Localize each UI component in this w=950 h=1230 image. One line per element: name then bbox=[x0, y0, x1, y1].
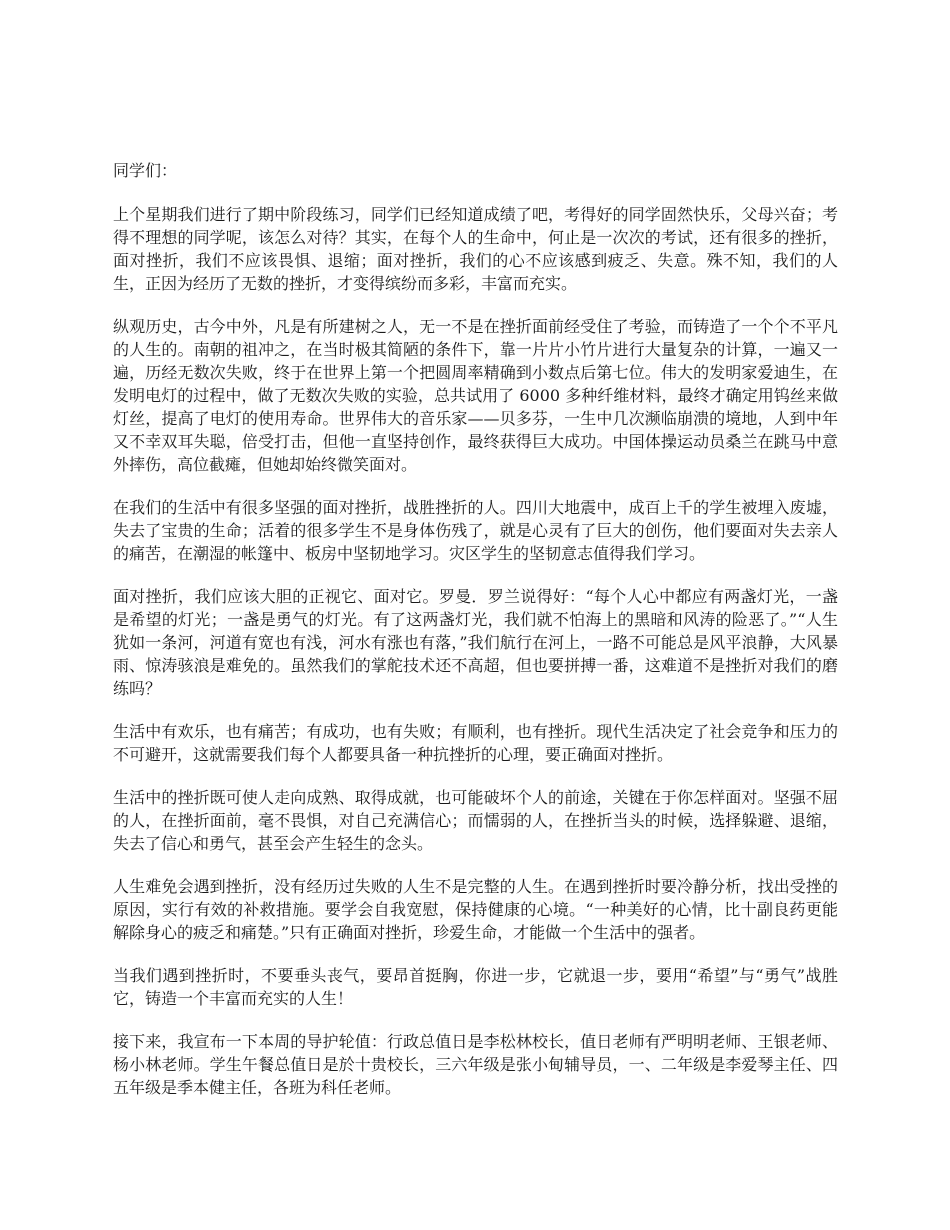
paragraph-coping: 人生难免会遇到挫折，没有经历过失败的人生不是完整的人生。在遇到挫折时要冷静分析，找出受挫的原因，实行有效的补救措施。要学会自我宽慰，保持健康的心境。“一种美好的心情，比十副良药更能解除身心的疲乏和痛楚。”只有正确面对挫折，珍爱生命，才能做一个生活中的强者。 bbox=[113, 877, 838, 942]
paragraph-exam-and-setbacks: 上个星期我们进行了期中阶段练习，同学们已经知道成绩了吧，考得好的同学固然快乐，父母兴奋；考得不理想的同学呢，该怎么对待？其实，在每个人的生命中，何止是一次次的考试，还有很多的挫折，面对挫折，我们不应该畏惧、退缩；面对挫折，我们的心不应该感到疲乏、失意。殊不知，我们的人生，正因为经历了无数的挫折，才变得缤纷而多彩，丰富而充实。 bbox=[113, 205, 838, 293]
salutation: 同学们： bbox=[113, 161, 178, 180]
paragraph-face-setbacks: 面对挫折，我们应该大胆的正视它、面对它。罗曼．罗兰说得好：“每个人心中都应有两盏灯光，一盏是希望的灯光；一盏是勇气的灯光。有了这两盏灯光，我们就不怕海上的黑暗和风涛的险恶了。”“人生犹如一条河，河道有宽也有浅，河水有涨也有落，”我们航行在河上，一路不可能总是风平浪静，大风暴雨、惊涛骇浪是难免的。虽然我们的掌舵技术还不高超，但也要拼搏一番，这难道不是挫折对我们的磨练吗？ bbox=[113, 587, 838, 698]
paragraph-modern-life: 生活中有欢乐，也有痛苦；有成功，也有失败；有顺利，也有挫折。现代生活决定了社会竞争和压力的不可避开，这就需要我们每个人都要具备一种抗挫折的心理，要正确面对挫折。 bbox=[113, 722, 838, 764]
document-body bbox=[113, 159, 838, 1119]
paragraph-historical-examples: 纵观历史，古今中外，凡是有所建树之人，无一不是在挫折面前经受住了考验，而铸造了一个个不平凡的人生的。南朝的祖冲之，在当时极其简陋的条件下，靠一片片小竹片进行大量复杂的计算，一遍又一遍，历经无数次失败，终于在世界上第一个把圆周率精确到小数点后第七位。伟大的发明家爱迪生，在发明电灯的过程中，做了无数次失败的实验，总共试用了 6000 多种纤维材料，最终才确定用钨丝来做灯丝，提高了电灯的使用寿命。世界伟大的音乐家——贝多芬，一生中几次濒临崩溃的境地，人到中年又不幸双耳失聪，倍受打击，但他一直坚持创作，最终获得巨大成功。中国体操运动员桑兰在跳马中意外摔伤，高位截瘫，但她却始终微笑面对。 bbox=[113, 317, 838, 474]
paragraph-earthquake-students: 在我们的生活中有很多坚强的面对挫折，战胜挫折的人。四川大地震中，成百上千的学生被埋入废墟，失去了宝贵的生命；活着的很多学生不是身体伤残了，就是心灵有了巨大的创伤，他们要面对失去亲人的痛苦，在潮湿的帐篷中、板房中坚韧地学习。灾区学生的坚韧意志值得我们学习。 bbox=[113, 498, 838, 563]
paragraph-duty-roster: 接下来，我宣布一下本周的导护轮值：行政总值日是李松林校长，值日老师有严明明老师、王银老师、杨小林老师。学生午餐总值日是於十贵校长，三六年级是张小甸辅导员，一、二年级是李爱琴主任、四五年级是季本健主任，各班为科任老师。 bbox=[113, 1032, 838, 1097]
paragraph-hope-courage: 当我们遇到挫折时，不要垂头丧气，要昂首挺胸，你进一步，它就退一步，要用“希望”与“勇气”战胜它，铸造一个丰富而充实的人生！ bbox=[113, 966, 838, 1008]
paragraph-maturity: 生活中的挫折既可使人走向成熟、取得成就，也可能破坏个人的前途，关键在于你怎样面对。坚强不屈的人，在挫折面前，毫不畏惧，对自己充满信心；而懦弱的人，在挫折当头的时候，选择躲避、退缩，失去了信心和勇气，甚至会产生轻生的念头。 bbox=[113, 788, 838, 853]
